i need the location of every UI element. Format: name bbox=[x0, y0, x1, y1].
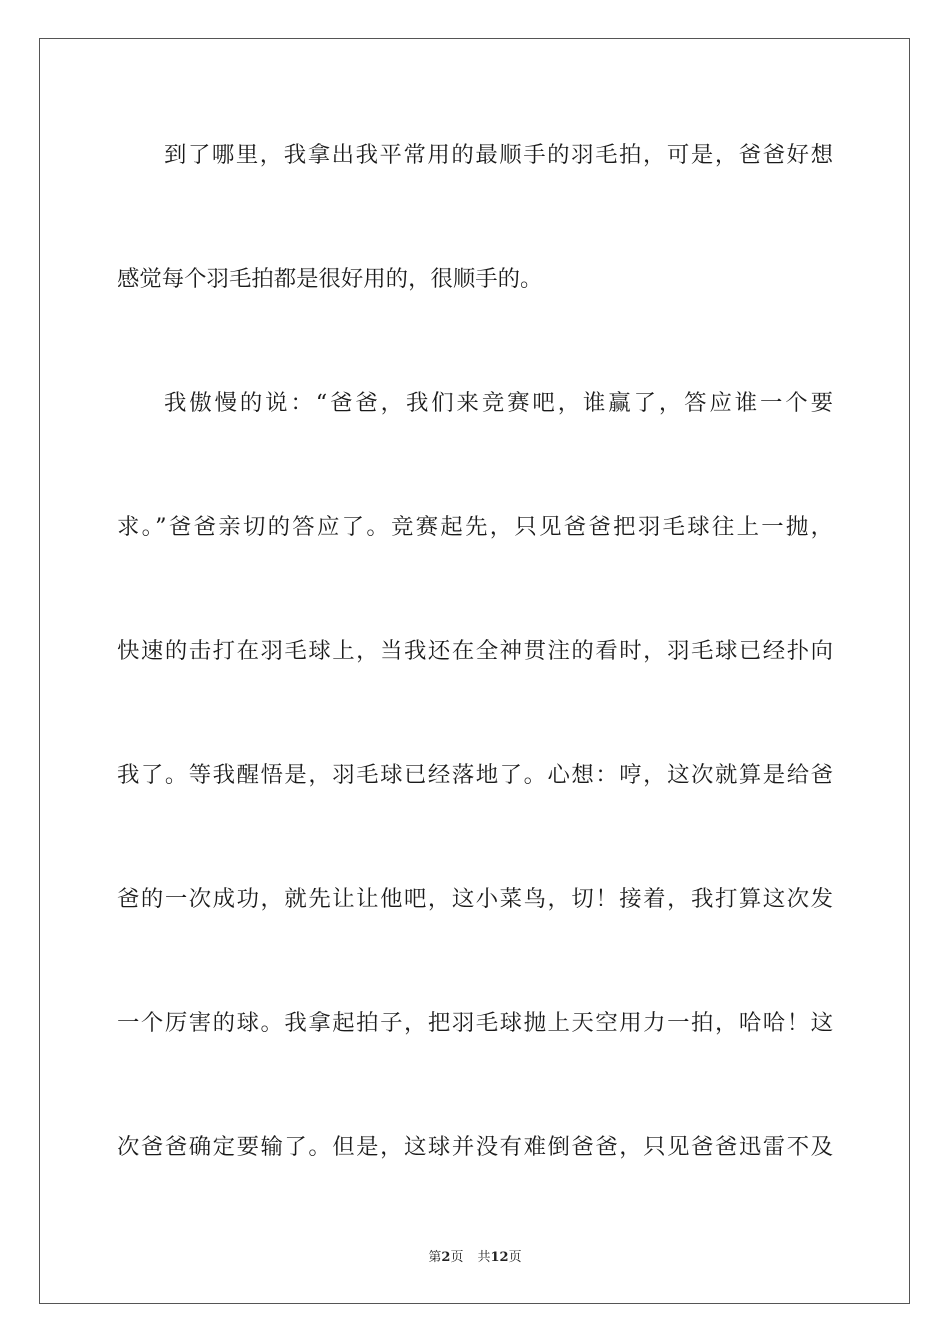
total-suffix: 页 bbox=[508, 1250, 522, 1265]
paragraph-line-1: 到了哪里，我拿出我平常用的最顺手的羽毛拍，可是，爸爸好想 bbox=[164, 142, 833, 168]
page-number: 2 bbox=[441, 1250, 451, 1265]
page-prefix: 第 bbox=[428, 1250, 442, 1265]
page-footer bbox=[0, 1246, 950, 1265]
paragraph-line-9: 次爸爸确定要输了。但是，这球并没有难倒爸爸，只见爸爸迅雷不及 bbox=[117, 1134, 833, 1160]
total-pages: 12 bbox=[490, 1250, 509, 1265]
paragraph-line-4: 求。”爸爸亲切的答应了。竞赛起先，只见爸爸把羽毛球往上一抛， bbox=[117, 514, 833, 540]
document-body bbox=[117, 124, 833, 1240]
paragraph-line-8: 一个厉害的球。我拿起拍子，把羽毛球抛上天空用力一拍，哈哈！这 bbox=[117, 1010, 833, 1036]
page-suffix: 页 bbox=[450, 1250, 464, 1265]
total-prefix: 共 bbox=[477, 1250, 491, 1265]
paragraph-line-7: 爸的一次成功，就先让让他吧，这小菜鸟，切！接着，我打算这次发 bbox=[117, 886, 833, 912]
paragraph-line-3: 我傲慢的说：“爸爸，我们来竞赛吧，谁赢了，答应谁一个要 bbox=[164, 390, 833, 416]
paragraph-line-6: 我了。等我醒悟是，羽毛球已经落地了。心想：哼，这次就算是给爸 bbox=[117, 762, 833, 788]
paragraph-line-5: 快速的击打在羽毛球上，当我还在全神贯注的看时，羽毛球已经扑向 bbox=[117, 638, 833, 664]
paragraph-line-2: 感觉每个羽毛拍都是很好用的，很顺手的。 bbox=[117, 266, 543, 292]
